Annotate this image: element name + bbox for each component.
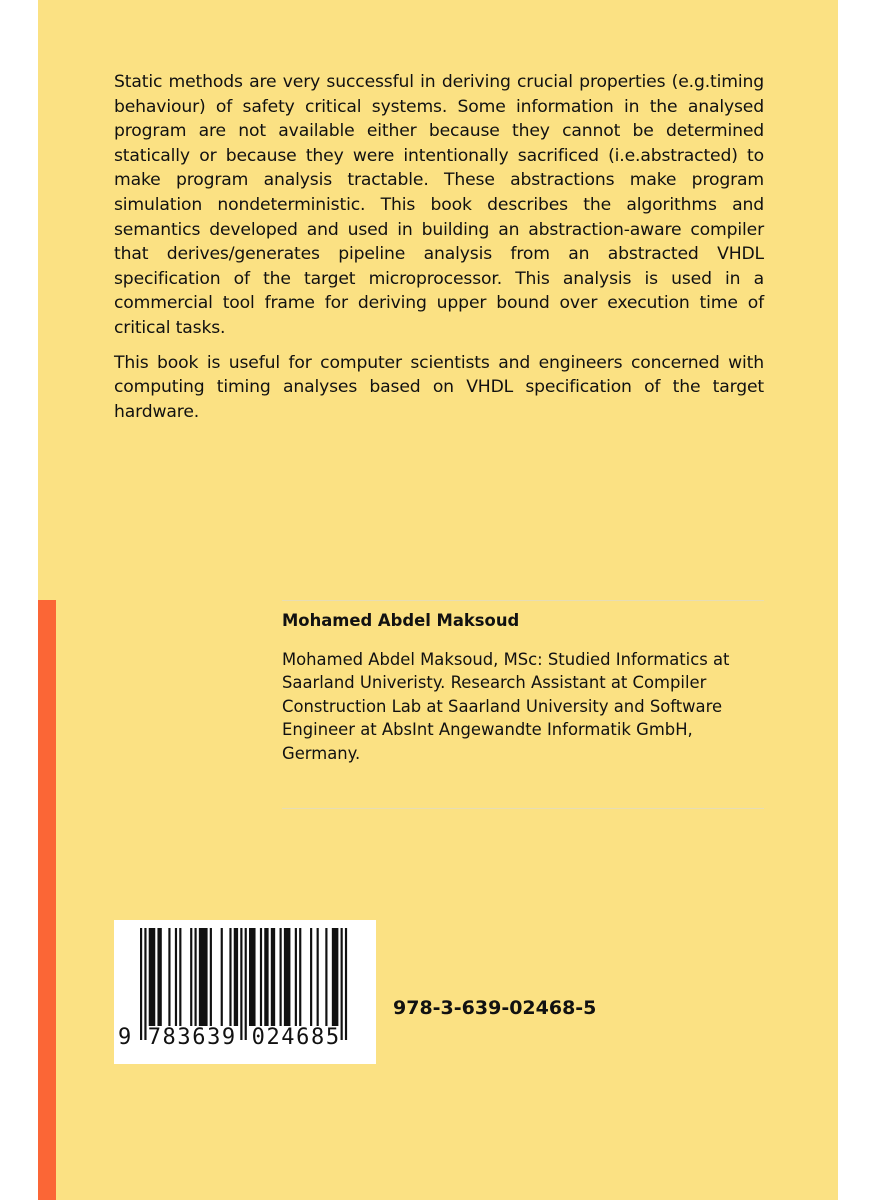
barcode-bar (157, 928, 161, 1026)
barcode-bar (195, 928, 197, 1026)
barcode-bar (280, 928, 282, 1026)
barcode-bar (295, 928, 297, 1026)
barcode-bar (271, 928, 275, 1026)
barcode-bar (210, 928, 212, 1026)
barcode (114, 920, 376, 1064)
barcode-bar (229, 928, 231, 1026)
barcode-bar (199, 928, 208, 1026)
barcode-bar (332, 928, 339, 1026)
barcode-bar (260, 928, 262, 1026)
orange-accent-strip (38, 600, 56, 1200)
barcode-digits: 9 783639 024685 (118, 1025, 341, 1050)
barcode-bar (168, 928, 170, 1026)
barcode-bar (190, 928, 192, 1026)
barcode-bar (234, 928, 238, 1026)
barcode-bar (264, 928, 268, 1026)
barcode-guard-bar (245, 928, 247, 1040)
barcode-bar (310, 928, 312, 1026)
barcode-bar (175, 928, 177, 1026)
description-paragraph-1: Static methods are very successful in deriving crucial properties (e.g.timing behaviour) of safety critical systems. Some information in the analysed program are not available either because they cannot be determined statically or because they were intentionally sacrificed (i.e.abstracted) to make program analysis tractable. These abstractions make program simulation nondeterministic. This book describes the algorithms and semantics developed and used in building an abstraction-aware compiler that derives/generates pipeline analysis from an abstracted VHDL specification of the target microprocessor. This analysis is used in a commercial tool frame for deriving upper bound over execution time of critical tasks. (114, 72, 764, 338)
barcode-bar (284, 928, 291, 1026)
barcode-bar (249, 928, 256, 1026)
divider-top (282, 600, 764, 601)
barcode-guard-bar (341, 928, 343, 1040)
divider-bottom (282, 808, 764, 809)
back-cover (38, 0, 838, 1200)
barcode-bar (221, 928, 223, 1026)
author-bio: Mohamed Abdel Maksoud, MSc: Studied Informatics at Saarland Univeristy. Research Assistant at Compiler Construction Lab at Saarland University and Software Engineer at AbsInt Angewandte Informatik GmbH, Germany. (282, 650, 730, 763)
barcode-guard-bar (144, 928, 146, 1040)
barcode-bar (149, 928, 156, 1026)
barcode-guard-bar (345, 928, 347, 1040)
description-paragraph-2: This book is useful for computer scientists and engineers concerned with computing timing analyses based on VHDL specification of the target hardware. (114, 352, 764, 422)
barcode-guard-bar (240, 928, 242, 1040)
author-name: Mohamed Abdel Maksoud (282, 611, 520, 630)
barcode-bar (317, 928, 319, 1026)
book-description (114, 70, 764, 434)
barcode-bar (299, 928, 301, 1026)
barcode-bar (325, 928, 327, 1026)
barcode-bar (179, 928, 181, 1026)
isbn-number: 978-3-639-02468-5 (393, 997, 597, 1019)
barcode-guard-bar (140, 928, 142, 1040)
